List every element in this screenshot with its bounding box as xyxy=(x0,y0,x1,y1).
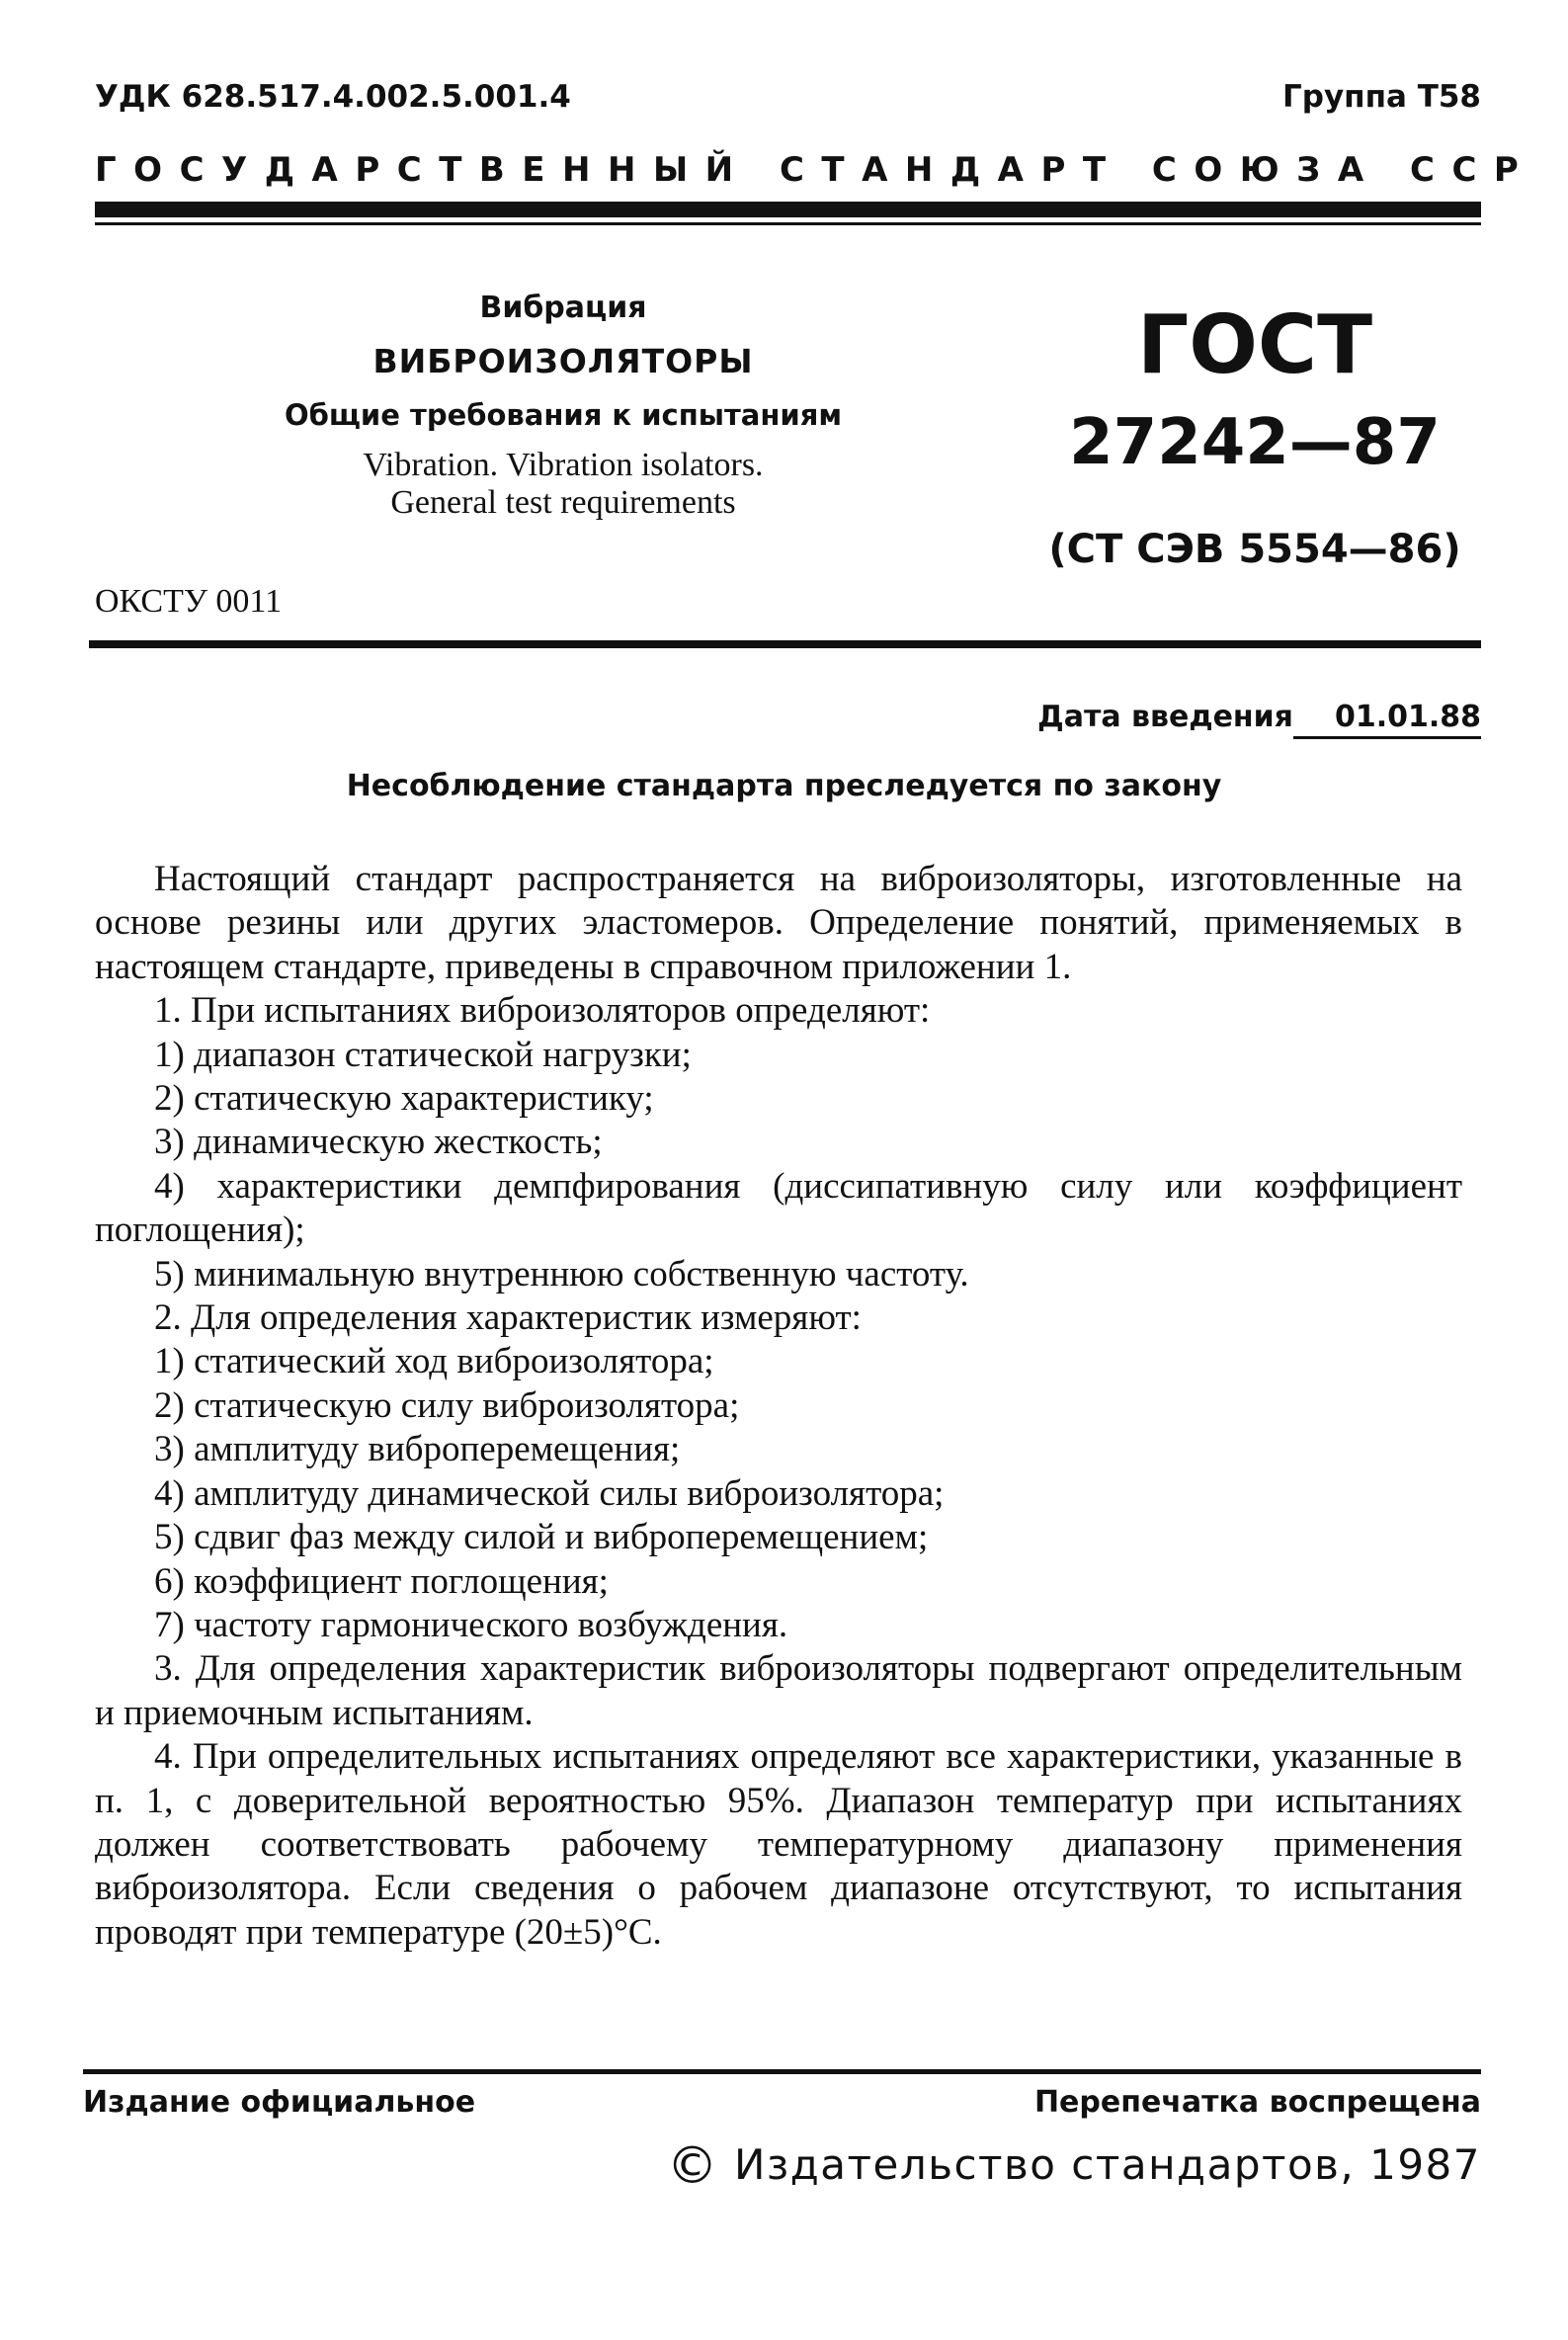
clause-2-item: 2) статическую силу виброизолятора; xyxy=(154,1384,740,1426)
clause-1-item: 5) минимальную внутреннюю собственную частоту. xyxy=(154,1253,969,1295)
title-subtitle: Общие требования к испытаниям xyxy=(284,398,843,432)
reprint-notice: Перепечатка воспрещена xyxy=(1033,2085,1481,2120)
title-separator-rule xyxy=(89,640,1481,648)
okstu-code: ОКСТУ 0011 xyxy=(95,583,283,620)
clause-2-item: 3) амплитуду виброперемещения; xyxy=(154,1429,681,1470)
clause-2-item: 5) сдвиг фаз между силой и виброперемещением; xyxy=(154,1517,929,1558)
gost-number: 27242—87 xyxy=(1069,406,1441,479)
clause-2-item: 4) амплитуду динамической силы виброизолятора; xyxy=(154,1472,945,1514)
clause-1: 1. При испытаниях виброизоляторов определяют: xyxy=(154,990,931,1032)
introduction-date-label: Дата введения xyxy=(1037,700,1293,734)
title-subject: ВИБРОИЗОЛЯТОРЫ xyxy=(372,342,754,380)
clause-3: 3. Для определения характеристик виброизоляторы подвергают определительным и приемочным испытаниям. xyxy=(95,1648,1462,1733)
header-thick-rule xyxy=(95,202,1481,217)
udk-code: УДК 628.517.4.002.5.001.4 xyxy=(95,79,571,115)
publisher-name: Издательство стандартов, 1987 xyxy=(734,2140,1481,2189)
title-english xyxy=(267,447,860,522)
edition-label: Издание официальное xyxy=(83,2085,476,2120)
clause-1-item: 2) статическую характеристику; xyxy=(154,1078,654,1120)
title-category: Вибрация xyxy=(479,291,647,325)
designation-block xyxy=(998,296,1512,579)
legal-notice: Несоблюдение стандарта преследуется по закону xyxy=(346,769,1222,803)
title-english-line2: General test requirements xyxy=(390,484,736,521)
body-text xyxy=(95,858,1462,1955)
st-sev-number: (СТ СЭВ 5554—86) xyxy=(1048,527,1461,572)
intro-paragraph: Настоящий стандарт распространяется на виброизоляторы, изготовленные на основе резины или других эластомеров. Определение понятий, применяемых в настоящем стандарте, приведены в справочном приложении 1. xyxy=(95,859,1462,987)
publisher-line xyxy=(667,2136,1481,2196)
state-standard-heading: ГОСУДАРСТВЕННЫЙ СТАНДАРТ СОЮЗА ССР xyxy=(95,150,1536,190)
clause-1-item: 4) характеристики демпфирования (диссипативную силу или коэффициент поглощения); xyxy=(95,1165,1462,1251)
clause-2-item: 7) частоту гармонического возбуждения. xyxy=(154,1604,788,1645)
header-thin-rule xyxy=(95,222,1481,225)
gost-label: ГОСТ xyxy=(1136,298,1373,392)
title-english-line1: Vibration. Vibration isolators. xyxy=(363,447,764,483)
clause-2-item: 6) коэффициент поглощения; xyxy=(154,1560,609,1602)
clause-1-item: 1) диапазон статической нагрузки; xyxy=(154,1034,692,1075)
footer-rule xyxy=(83,2069,1481,2074)
introduction-date xyxy=(1037,700,1481,734)
group-code: Группа Т58 xyxy=(1282,79,1481,115)
clause-2: 2. Для определения характеристик измеряют: xyxy=(154,1297,862,1339)
copyright-icon: © xyxy=(666,2136,720,2196)
title-block xyxy=(267,289,860,522)
introduction-date-value: 01.01.88 xyxy=(1293,700,1481,739)
clause-4: 4. При определительных испытаниях определяют все характеристики, указанные в п. 1, с доверительной вероятностью 95%. Диапазон температур при испытаниях должен соответствовать рабочему температурному диапазону применения виброизолятора. Если сведения о рабочем диапазоне отсутствуют, то испытания проводят при температуре (20±5)°С. xyxy=(95,1736,1462,1953)
clause-2-item: 1) статический ход виброизолятора; xyxy=(154,1341,714,1382)
clause-1-item: 3) динамическую жесткость; xyxy=(154,1122,603,1163)
